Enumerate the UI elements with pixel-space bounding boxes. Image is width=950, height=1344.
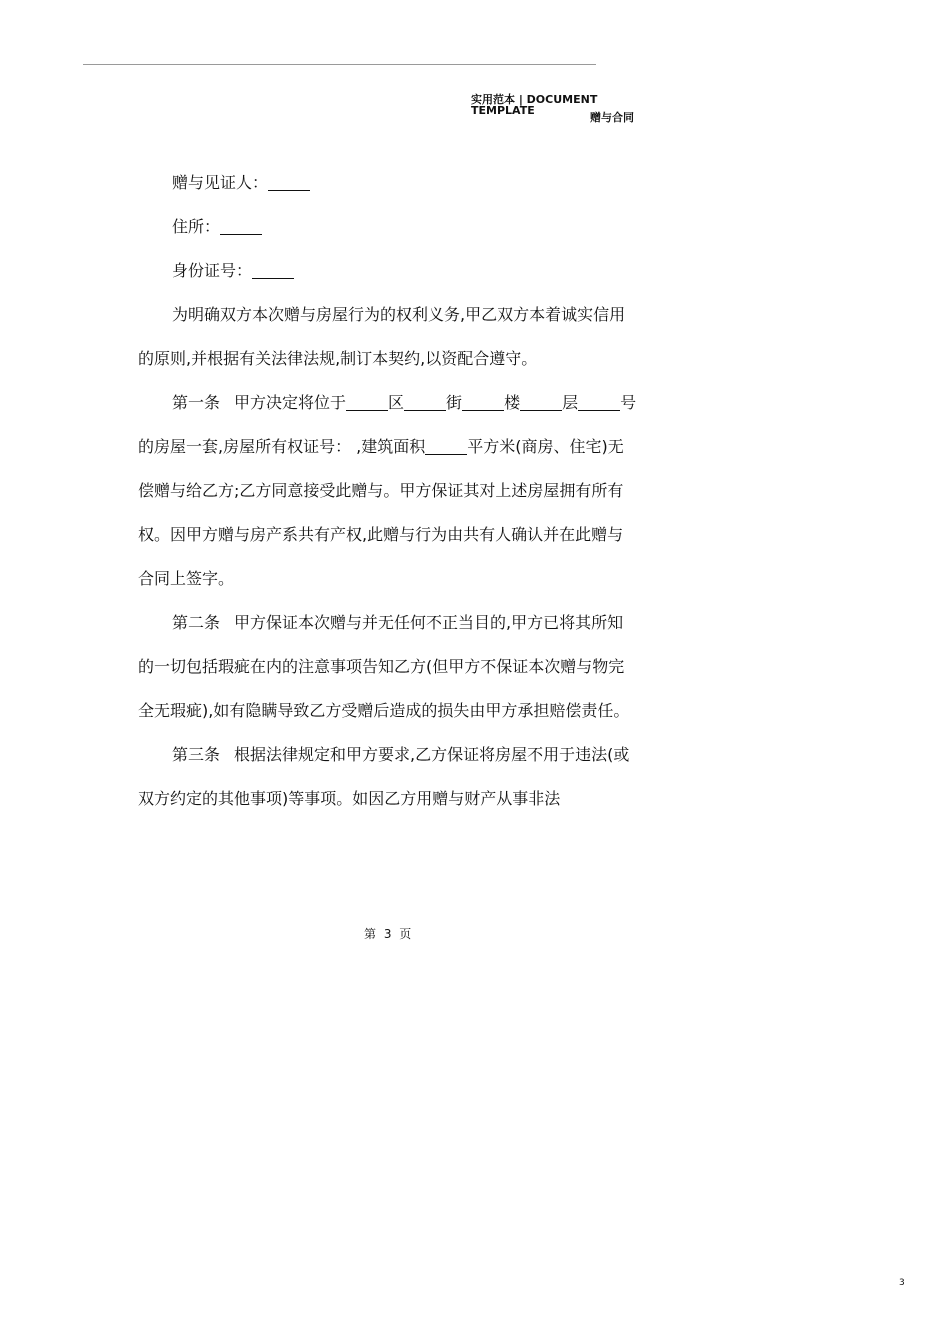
floor-blank: [520, 394, 562, 411]
corner-page-number: 3: [899, 1278, 905, 1288]
article-2-text: 甲方保证本次赠与并无任何不正当目的,甲方已将其所知的一切包括瑕疵在内的注意事项告知乙方(但甲方不保证本次赠与物完全无瑕疵),如有隐瞒导致乙方受赠后造成的损失由甲方承担赔偿责任。: [138, 613, 630, 720]
building-blank: [462, 394, 504, 411]
article-1-text-3: 街: [446, 393, 463, 412]
header-subtitle: 赠与合同: [590, 111, 634, 124]
room-number-blank: [578, 394, 620, 411]
id-blank: [252, 262, 294, 279]
witness-line: [138, 161, 638, 205]
header-title-line2: TEMPLATE: [471, 104, 535, 117]
district-blank: [346, 394, 388, 411]
article-2-paragraph: [138, 601, 638, 733]
article-1-text-7: 平方米(商房、住宅)无偿赠与给乙方;乙方同意接受此赠与。甲方保证其对上述房屋拥有所有权。因甲方赠与房产系共有产权,此赠与行为由共有人确认并在此赠与合同上签字。: [138, 437, 624, 588]
article-1-heading: 第一条: [172, 393, 221, 412]
article-3-paragraph: [138, 733, 638, 821]
article-1-text-1: 甲方决定将位于: [234, 393, 347, 412]
witness-blank: [268, 174, 310, 191]
header-title-line1: 实用范本 | DOCUMENT: [471, 93, 598, 106]
article-1-paragraph: [138, 381, 638, 601]
header-rule: [83, 64, 596, 65]
page-number-label: 第 3 页: [364, 927, 414, 941]
article-1-text-2: 区: [388, 393, 405, 412]
document-body: [138, 161, 638, 821]
article-1-text-4: 楼: [504, 393, 521, 412]
street-blank: [404, 394, 446, 411]
id-line: [138, 249, 638, 293]
id-label: 身份证号：: [172, 261, 253, 280]
article-3-text: 根据法律规定和甲方要求,乙方保证将房屋不用于违法(或双方约定的其他事项)等事项。如因乙方用赠与财产从事非法: [138, 745, 630, 808]
address-line: [138, 205, 638, 249]
address-label: 住所：: [172, 217, 221, 236]
article-1-text-5: 层: [562, 393, 579, 412]
preamble-paragraph: 为明确双方本次赠与房屋行为的权利义务,甲乙双方本着诚实信用的原则,并根据有关法律法规,制订本契约,以资配合遵守。: [138, 305, 626, 368]
page-header: [471, 93, 651, 124]
address-blank: [220, 218, 262, 235]
article-3-heading: 第三条: [172, 745, 221, 764]
article-1-text-6: 号的房屋一套,房屋所有权证号： ,建筑面积: [138, 393, 637, 456]
witness-label: 赠与见证人：: [172, 173, 269, 192]
area-blank: [425, 438, 467, 455]
article-2-heading: 第二条: [172, 613, 221, 632]
